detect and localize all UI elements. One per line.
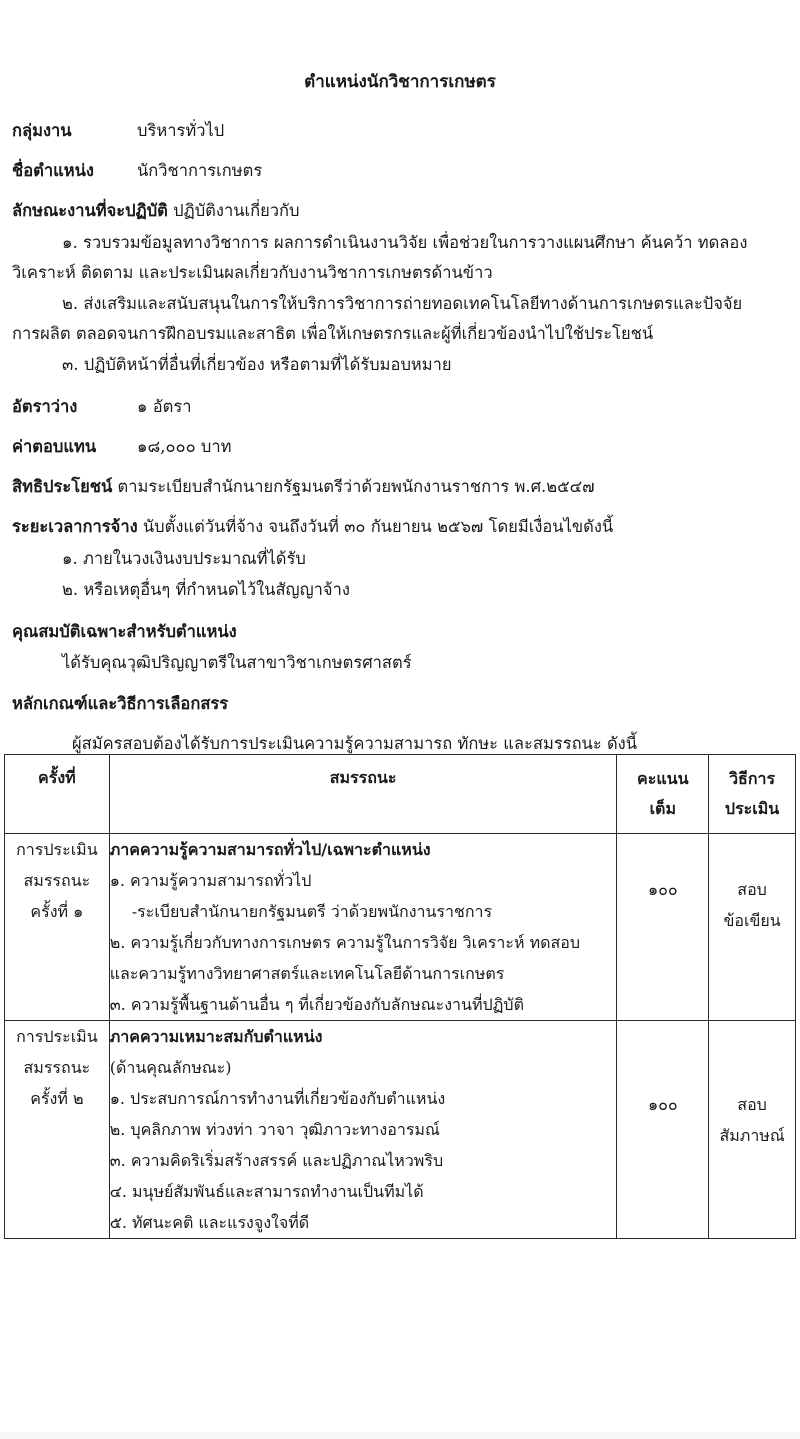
position-label: ชื่อตำแหน่ง	[12, 161, 94, 180]
group-row	[12, 118, 72, 144]
qual-row	[12, 619, 237, 645]
criteria-row	[12, 691, 228, 717]
salary-value: ๑๘,๐๐๐ บาท	[137, 437, 232, 456]
benefit-label: สิทธิประโยชน์	[12, 477, 113, 496]
method-line-2: ข้อเขียน	[723, 911, 781, 930]
header-score	[617, 755, 709, 834]
duty-2-line-2: การผลิต ตลอดจนการฝึกอบรมและสาธิต เพื่อให้เกษตรกรและผู้ที่เกี่ยวข้องนำไปใช้ประโยชน์	[12, 324, 654, 343]
section-title: ภาคความเหมาะสมกับตำแหน่ง	[109, 1027, 323, 1046]
duties-row	[12, 198, 300, 224]
section-title: ภาคความรู้ความสามารถทั่วไป/เฉพาะตำแหน่ง	[109, 840, 431, 859]
qual-label: คุณสมบัติเฉพาะสำหรับตำแหน่ง	[12, 622, 237, 641]
method-line-1: สอบ	[737, 1095, 767, 1114]
round-line-1: การประเมิน	[16, 1027, 98, 1046]
method-line-1: สอบ	[737, 880, 767, 899]
header-method	[709, 755, 796, 834]
duties-intro: ปฏิบัติงานเกี่ยวกับ	[173, 201, 300, 220]
period-condition-2: ๒. หรือเหตุอื่นๆ ที่กำหนดไว้ในสัญญาจ้าง	[62, 580, 350, 599]
criteria-intro: ผู้สมัครสอบต้องได้รับการประเมินความรู้ความสามารถ ทักษะ และสมรรถนะ ดังนี้	[72, 734, 637, 753]
competency-item: ๓. ความรู้พื้นฐานด้านอื่น ๆ ที่เกี่ยวข้องกับลักษณะงานที่ปฏิบัติ	[109, 995, 524, 1014]
page-title: ตำแหน่งนักวิชาการเกษตร	[304, 72, 496, 92]
vacancy-label: อัตราว่าง	[12, 397, 78, 416]
duty-3: ๓. ปฏิบัติหน้าที่อื่นที่เกี่ยวข้อง หรือตามที่ได้รับมอบหมาย	[62, 355, 452, 374]
header-competency	[109, 755, 617, 834]
header-method-line-2: ประเมิน	[724, 799, 780, 818]
table-row	[5, 834, 796, 1021]
vacancy-value: ๑ อัตรา	[137, 397, 192, 416]
qual-value: ได้รับคุณวุฒิปริญญาตรีในสาขาวิชาเกษตรศาสตร์	[62, 653, 412, 672]
period-label: ระยะเวลาการจ้าง	[12, 517, 138, 536]
table-row	[5, 1021, 796, 1239]
score-value: ๑๐๐	[647, 880, 678, 899]
header-round	[5, 755, 110, 834]
competency-item: ๔. มนุษย์สัมพันธ์และสามารถทำงานเป็นทีมได้	[109, 1182, 424, 1201]
vacancy-row	[12, 394, 77, 420]
header-score-line-2: เต็ม	[649, 799, 676, 818]
duty-2-line-1: ๒. ส่งเสริมและสนับสนุนในการให้บริการวิชาการถ่ายทอดเทคโนโลยีทางด้านการเกษตรและปัจจัย	[62, 294, 743, 313]
header-score-line-1: คะแนน	[637, 769, 689, 788]
salary-label: ค่าตอบแทน	[12, 437, 97, 456]
competency-cell	[109, 834, 617, 1021]
round-line-2: สมรรถนะ	[23, 1058, 91, 1077]
round-line-3: ครั้งที่ ๒	[30, 1089, 84, 1108]
competency-item: (ด้านคุณลักษณะ)	[109, 1058, 232, 1077]
round-line-1: การประเมิน	[16, 840, 98, 859]
period-row	[12, 514, 613, 540]
benefit-value: ตามระเบียบสำนักนายกรัฐมนตรีว่าด้วยพนักงานราชการ พ.ศ.๒๕๔๗	[117, 477, 595, 496]
position-row	[12, 158, 94, 184]
competency-item: ๑. ประสบการณ์การทำงานที่เกี่ยวข้องกับตำแหน่ง	[109, 1089, 446, 1108]
group-value: บริหารทั่วไป	[137, 121, 225, 140]
benefit-row	[12, 474, 595, 500]
competency-item: และความรู้ทางวิทยาศาสตร์และเทคโนโลยีด้านการเกษตร	[109, 964, 505, 983]
competency-item: ๒. บุคลิกภาพ ท่วงท่า วาจา วุฒิภาวะทางอารมณ์	[109, 1120, 440, 1139]
period-condition-1: ๑. ภายในวงเงินงบประมาณที่ได้รับ	[62, 549, 306, 568]
round-cell	[5, 834, 110, 1021]
competency-item: ๑. ความรู้ความสามารถทั่วไป	[109, 871, 312, 890]
header-method-line-1: วิธีการ	[729, 769, 776, 788]
duty-1-line-1: ๑. รวบรวมข้อมูลทางวิชาการ ผลการดำเนินงานวิจัย เพื่อช่วยในการวางแผนศึกษา ค้นคว้า ทดลอง	[62, 233, 748, 252]
position-value: นักวิชาการเกษตร	[137, 161, 263, 180]
method-line-2: สัมภาษณ์	[719, 1126, 785, 1145]
table-header-row	[5, 755, 796, 834]
competency-cell	[109, 1021, 617, 1239]
competency-table	[4, 754, 796, 1239]
competency-item: -ระเบียบสำนักนายกรัฐมนตรี ว่าด้วยพนักงานราชการ	[131, 902, 493, 921]
score-cell	[617, 1021, 709, 1239]
competency-item: ๕. ทัศนะคติ และแรงจูงใจที่ดี	[109, 1213, 310, 1232]
round-line-3: ครั้งที่ ๑	[30, 902, 84, 921]
score-value: ๑๐๐	[647, 1095, 678, 1114]
competency-item: ๒. ความรู้เกี่ยวกับทางการเกษตร ความรู้ในการวิจัย วิเคราะห์ ทดสอบ	[109, 933, 581, 952]
method-cell	[709, 834, 796, 1021]
salary-row	[12, 434, 96, 460]
header-competency-label: สมรรถนะ	[329, 768, 397, 787]
duty-1-line-2: วิเคราะห์ ติดตาม และประเมินผลเกี่ยวกับงานวิชาการเกษตรด้านข้าว	[12, 263, 493, 282]
round-cell	[5, 1021, 110, 1239]
page-bottom-edge	[0, 1432, 800, 1439]
score-cell	[617, 834, 709, 1021]
group-label: กลุ่มงาน	[12, 121, 72, 140]
criteria-label: หลักเกณฑ์และวิธีการเลือกสรร	[12, 694, 229, 713]
duties-label: ลักษณะงานที่จะปฏิบัติ	[12, 201, 168, 220]
competency-item: ๓. ความคิดริเริ่มสร้างสรรค์ และปฏิภาณไหวพริบ	[109, 1151, 444, 1170]
round-line-2: สมรรถนะ	[23, 871, 91, 890]
method-cell	[709, 1021, 796, 1239]
header-round-label: ครั้งที่	[38, 768, 76, 787]
period-value: นับตั้งแต่วันที่จ้าง จนถึงวันที่ ๓๐ กันยายน ๒๕๖๗ โดยมีเงื่อนไขดังนี้	[142, 517, 614, 536]
